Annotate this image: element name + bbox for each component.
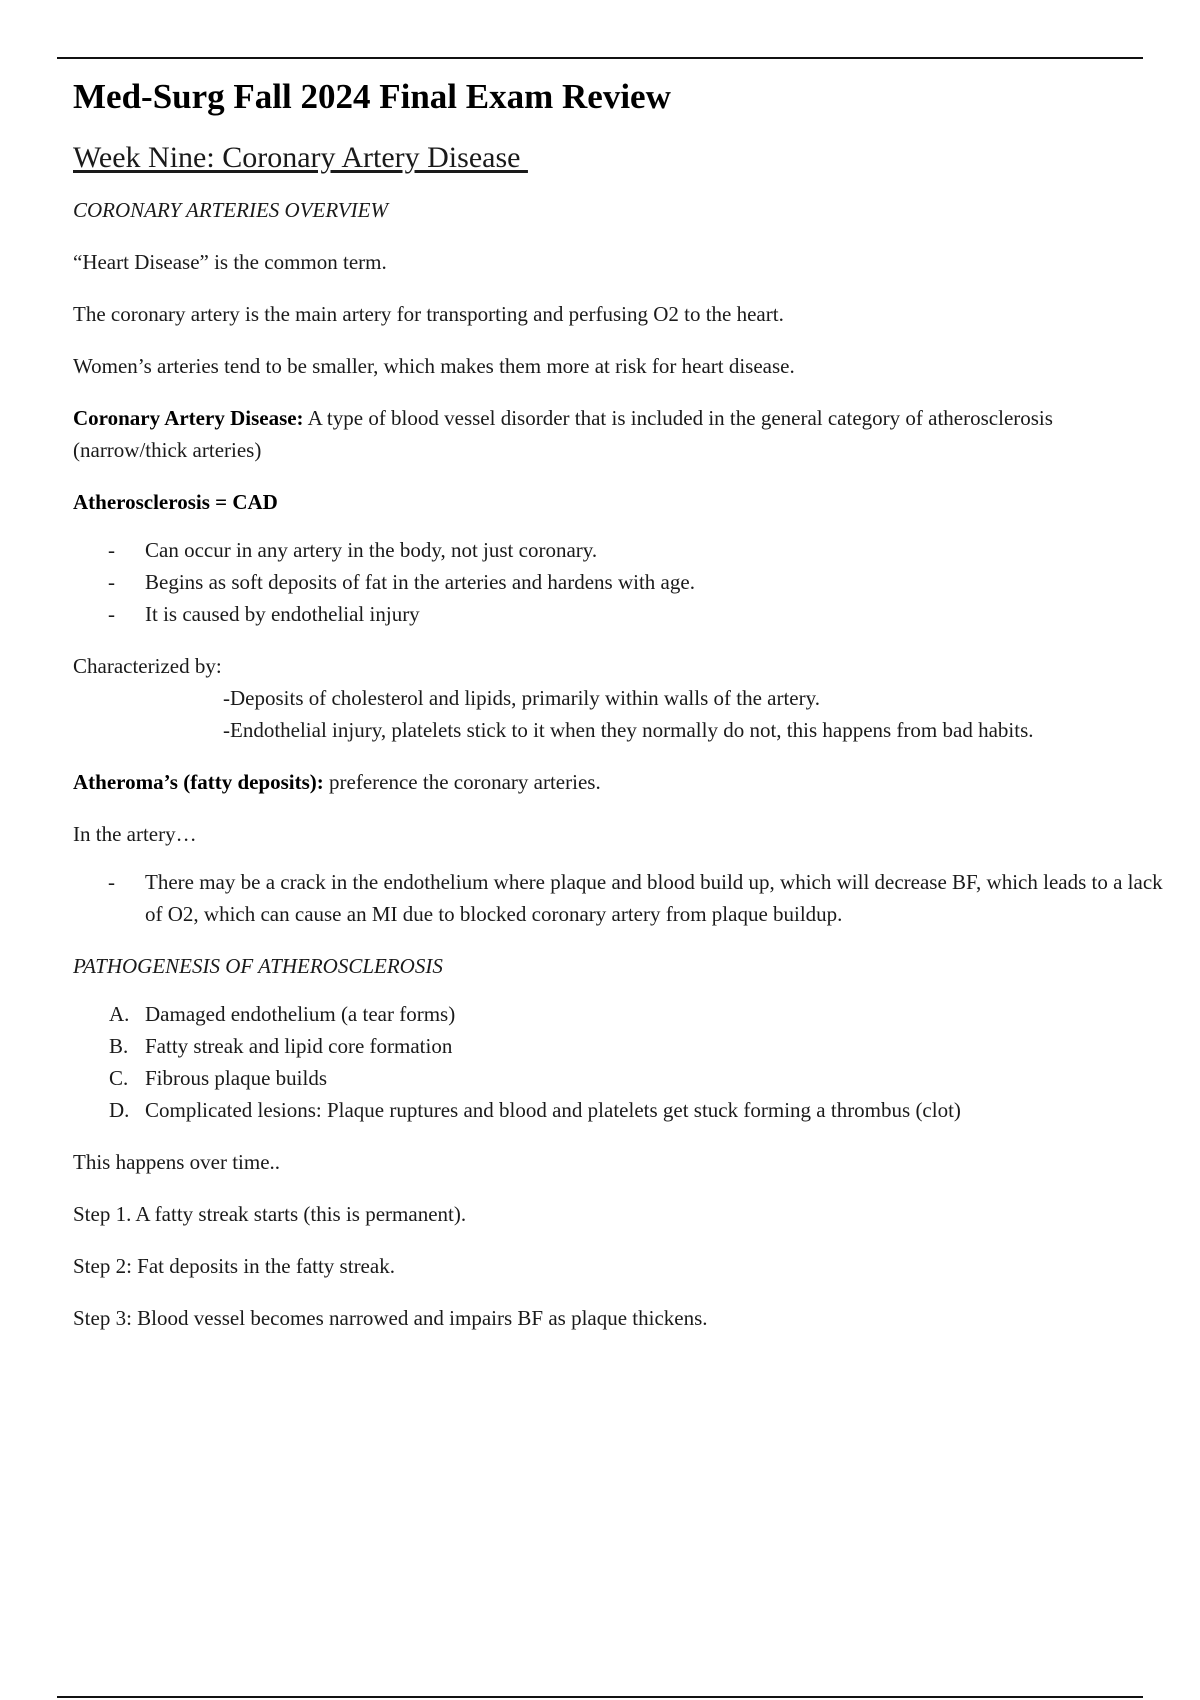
document-title: Med-Surg Fall 2024 Final Exam Review — [73, 77, 671, 116]
paragraph-over-time: This happens over time.. — [73, 1150, 281, 1174]
cad-definition: A type of blood vessel disorder that is included in the general category of atherosclerosis (narrow/thick arteries) — [73, 406, 1053, 462]
paragraph-atheroma — [73, 766, 1163, 798]
bullet-text: Begins as soft deposits of fat in the arteries and hardens with age. — [145, 570, 695, 594]
in-artery-label: In the artery… — [73, 822, 197, 846]
list-marker: D. — [109, 1098, 130, 1122]
paragraph-womens-arteries: Women’s arteries tend to be smaller, which makes them more at risk for heart disease. — [73, 354, 795, 378]
list-item — [73, 566, 1163, 598]
bullet-text: Can occur in any artery in the body, not just coronary. — [145, 538, 598, 562]
list-item — [73, 1030, 1163, 1062]
document-page — [73, 68, 1163, 1334]
list-text: Fatty streak and lipid core formation — [145, 1034, 453, 1058]
list-text: Damaged endothelium (a tear forms) — [145, 1002, 456, 1026]
atheroma-definition: preference the coronary arteries. — [323, 770, 601, 794]
characterized-label: Characterized by: — [73, 654, 222, 678]
bottom-rule — [57, 1696, 1143, 1698]
overview-heading: CORONARY ARTERIES OVERVIEW — [73, 198, 388, 222]
paragraph-cad-definition — [73, 402, 1163, 466]
atherosclerosis-bullet-list — [73, 534, 1163, 630]
bullet-dash: - — [108, 870, 115, 894]
paragraph-step-1: Step 1. A fatty streak starts (this is permanent). — [73, 1202, 467, 1226]
pathogenesis-heading: PATHOGENESIS OF ATHEROSCLEROSIS — [73, 954, 443, 978]
bullet-text: It is caused by endothelial injury — [145, 602, 420, 626]
characterized-by-block — [73, 650, 1163, 746]
list-text: Fibrous plaque builds — [145, 1066, 327, 1090]
atheroma-term: Atheroma’s (fatty deposits): — [73, 770, 324, 794]
list-item — [73, 598, 1163, 630]
paragraph-step-3: Step 3: Blood vessel becomes narrowed and impairs BF as plaque thickens. — [73, 1306, 708, 1330]
list-text: Complicated lesions: Plaque ruptures and blood and platelets get stuck forming a thrombus (clot) — [145, 1098, 961, 1122]
list-marker: C. — [109, 1066, 129, 1090]
cad-term: Coronary Artery Disease: — [73, 406, 304, 430]
pathogenesis-list — [73, 998, 1163, 1126]
bullet-dash: - — [108, 538, 115, 562]
list-item — [73, 1094, 1163, 1126]
bullet-dash: - — [108, 570, 115, 594]
list-item — [73, 1062, 1163, 1094]
paragraph-heart-disease: “Heart Disease” is the common term. — [73, 250, 387, 274]
list-item — [73, 998, 1163, 1030]
athero-equals-label: Atherosclerosis = CAD — [73, 490, 278, 514]
paragraph-coronary-artery: The coronary artery is the main artery for transporting and perfusing O2 to the heart. — [73, 302, 784, 326]
list-item — [73, 534, 1163, 566]
characterized-item: -Deposits of cholesterol and lipids, primarily within walls of the artery. — [223, 686, 821, 710]
paragraph-step-2: Step 2: Fat deposits in the fatty streak. — [73, 1254, 395, 1278]
atherosclerosis-equals-cad — [73, 486, 1163, 518]
bullet-text: There may be a crack in the endothelium where plaque and blood build up, which will decrease BF, which leads to a lack of O2, which can cause an MI due to blocked coronary artery from plaque buildup. — [145, 870, 1163, 926]
list-marker: A. — [109, 1002, 130, 1026]
characterized-item: -Endothelial injury, platelets stick to it when they normally do not, this happens from bad habits. — [223, 718, 1034, 742]
in-artery-bullet-list — [73, 866, 1163, 930]
list-marker: B. — [109, 1034, 129, 1058]
bullet-dash: - — [108, 602, 115, 626]
week-heading: Week Nine: Coronary Artery Disease — [73, 141, 528, 174]
list-item — [73, 866, 1163, 930]
top-rule — [57, 57, 1143, 59]
